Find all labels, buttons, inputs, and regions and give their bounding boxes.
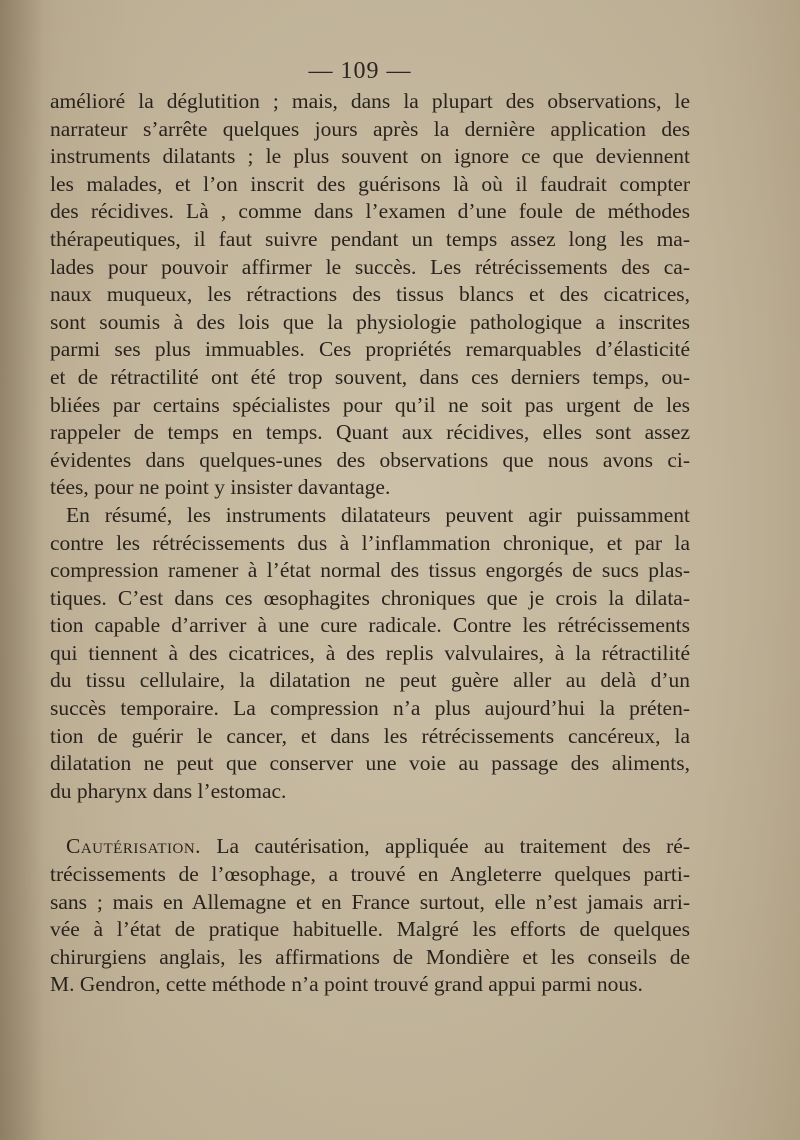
text-line: compression ramener à l’état normal des tissus engorgés de sucs plas- — [50, 558, 690, 583]
text-line: tées, pour ne point y insister davantage. — [50, 475, 391, 500]
text-line: bliées par certains spécialistes pour qu’il ne soit pas urgent de les — [50, 392, 690, 417]
text-line: lades pour pouvoir affirmer le succès. Les rétrécissements des ca- — [50, 254, 690, 279]
text-line: tion capable d’arriver à une cure radicale. Contre les rétrécissements — [50, 613, 690, 638]
text-line: vée à l’état de pratique habituelle. Malgré les efforts de quelques — [50, 917, 690, 942]
text-line: dilatation ne peut que conserver une voie au passage des aliments, — [50, 751, 690, 776]
gutter-shadow — [0, 0, 44, 1140]
text-line: et de rétractilité ont été trop souvent, dans ces derniers temps, ou- — [50, 364, 690, 389]
text-line: amélioré la déglutition ; mais, dans la plupart des observations, le — [50, 89, 690, 113]
text-line: sans ; mais en Allemagne et en France surtout, elle n’est jamais arri- — [50, 889, 690, 914]
paragraph-1 — [50, 88, 690, 502]
text-line: parmi ses plus immuables. Ces propriétés remarquables d’élasticité — [50, 337, 690, 362]
text-line: du pharynx dans l’estomac. — [50, 778, 287, 803]
text-line: du tissu cellulaire, la dilatation ne peut guère aller au delà d’un — [50, 668, 690, 693]
text-line: instruments dilatants ; le plus souvent on ignore ce que deviennent — [50, 144, 690, 169]
page-number: — 109 — — [308, 58, 412, 84]
text-line: contre les rétrécissements dus à l’inflammation chronique, et par la — [50, 530, 690, 555]
text-line: des récidives. Là , comme dans l’examen d’une foule de méthodes — [50, 199, 690, 224]
paragraph-spacer — [50, 805, 690, 833]
text-line: évidentes dans quelques-unes des observations que nous avons ci- — [50, 447, 690, 472]
text-line: tiques. C’est dans ces œsophagites chroniques que je crois la dilata- — [50, 585, 690, 610]
text-line: trécissements de l’œsophage, a trouvé en Angleterre quelques parti- — [50, 862, 690, 887]
section-heading: Cautérisation. — [66, 834, 202, 859]
text-line: chirurgiens anglais, les affirmations de Mondière et les conseils de — [50, 944, 690, 969]
body-text — [50, 88, 690, 999]
text-line: naux muqueux, les rétractions des tissus blancs et des cicatrices, — [50, 282, 690, 307]
text-line: les malades, et l’on inscrit des guérisons là où il faudrait compter — [50, 171, 690, 196]
text-line: qui tiennent à des cicatrices, à des replis valvulaires, à la rétractilité — [50, 640, 690, 665]
text-line: sont soumis à des lois que la physiologie pathologique a inscrites — [50, 309, 690, 334]
text-line: succès temporaire. La compression n’a plus aujourd’hui la préten- — [50, 696, 690, 721]
text-line — [50, 833, 690, 861]
text-line: En résumé, les instruments dilatateurs peuvent agir puissamment — [66, 502, 690, 527]
paragraph-3 — [50, 833, 690, 999]
text-line: narrateur s’arrête quelques jours après la dernière application des — [50, 116, 690, 141]
text-line: M. Gendron, cette méthode n’a point trouvé grand appui parmi nous. — [50, 972, 643, 997]
text-line: thérapeutiques, il faut suivre pendant un temps assez long les ma- — [50, 226, 690, 251]
text-line: tion de guérir le cancer, et dans les rétrécissements cancéreux, la — [50, 723, 690, 748]
text-line: rappeler de temps en temps. Quant aux récidives, elles sont assez — [50, 420, 690, 445]
paragraph-2 — [50, 502, 690, 806]
text-fragment: La cautérisation, appliquée au traitement des ré- — [201, 834, 690, 859]
